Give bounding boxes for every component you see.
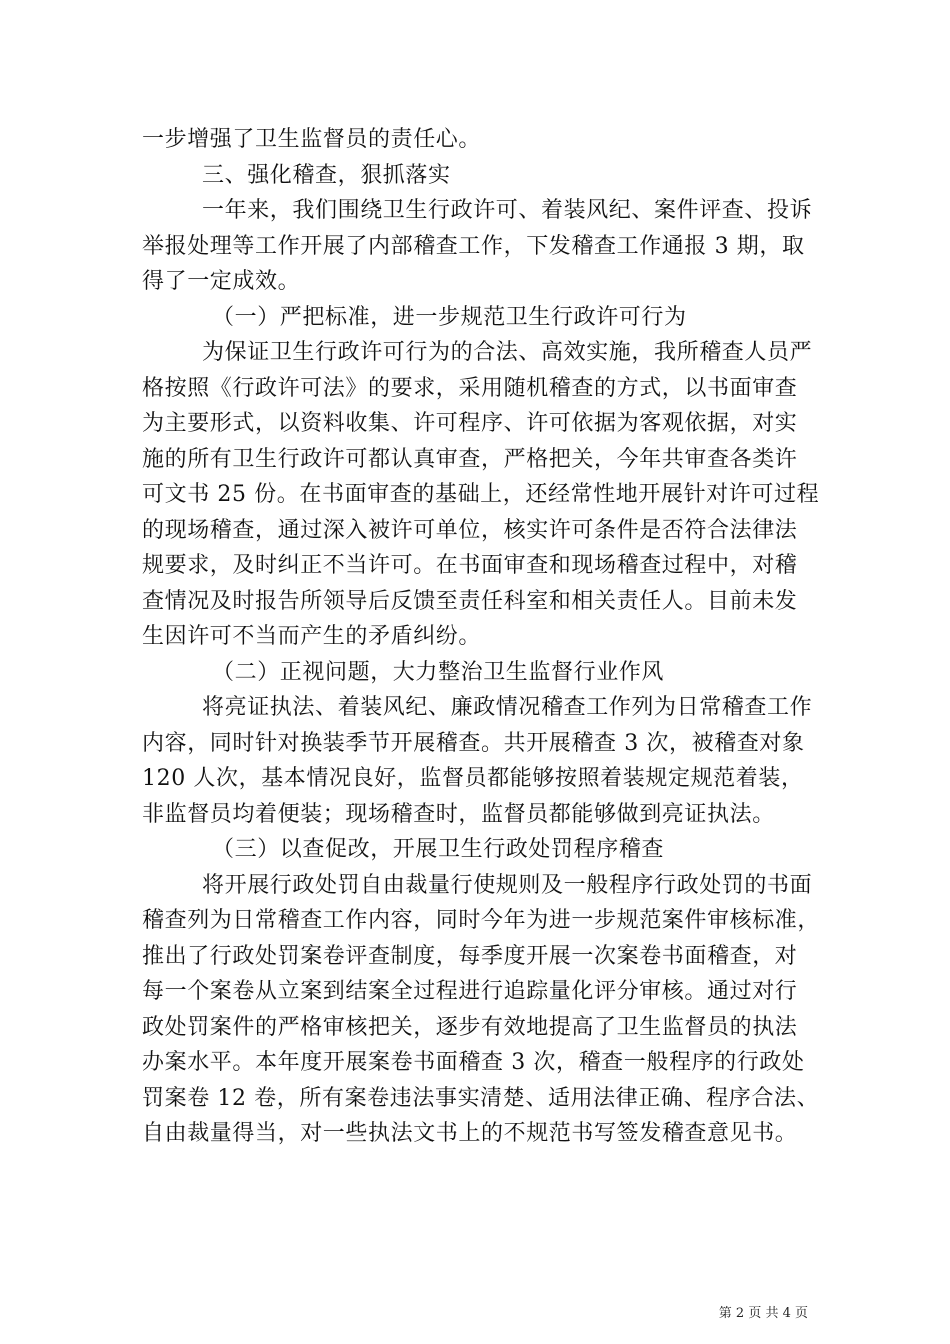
paragraph-line: 罚案卷 12 卷，所有案卷违法事实清楚、适用法律正确、程序合法、 [142,1085,820,1111]
paragraph-line: 举报处理等工作开展了内部稽查工作，下发稽查工作通报 3 期，取 [142,233,805,259]
paragraph-line: 办案水平。本年度开展案卷书面稽查 3 次，稽查一般程序的行政处 [142,1050,805,1075]
page-number: 第 2 页 共 4 页 [718,1306,808,1321]
paragraph-line: 非监督员均着便装；现场稽查时，监督员都能够做到亮证执法。 [142,801,775,827]
subsection-heading: （一）严把标准，进一步规范卫生行政许可行为 [212,304,687,330]
paragraph-line: 将开展行政处罚自由裁量行使规则及一般程序行政处罚的书面 [202,872,813,898]
paragraph-line: 一年来，我们围绕卫生行政许可、着装风纪、案件评查、投诉 [202,198,813,223]
paragraph-line: 格按照《行政许可法》的要求，采用随机稽查的方式，以书面审查 [142,375,798,401]
paragraph-line: 稽查列为日常稽查工作内容，同时今年为进一步规范案件审核标准， [142,908,821,933]
paragraph-line: 内容，同时针对换装季节开展稽查。共开展稽查 3 次，被稽查对象 [142,730,805,756]
section-heading: 三、强化稽查，狠抓落实 [202,162,451,188]
paragraph-line: 查情况及时报告所领导后反馈至责任科室和相关责任人。目前未发 [142,588,798,614]
paragraph-line: 120 人次，基本情况良好，监督员都能够按照着装规定规范着装， [142,766,804,791]
subsection-heading: （二）正视问题，大力整治卫生监督行业作风 [212,659,665,685]
paragraph-line: 可文书 25 份。在书面审查的基础上，还经常性地开展针对许可过程 [142,482,820,507]
paragraph-line: 为主要形式，以资料收集、许可程序、许可依据为客观依据，对实 [142,411,798,436]
paragraph-line: 推出了行政处罚案卷评查制度，每季度开展一次案卷书面稽查，对 [142,943,798,969]
paragraph-line: 得了一定成效。 [142,269,301,294]
paragraph-line: 自由裁量得当，对一些执法文书上的不规范书写签发稽查意见书。 [142,1121,798,1146]
paragraph-line: 一步增强了卫生监督员的责任心。 [142,127,482,152]
paragraph-line: 的现场稽查，通过深入被许可单位，核实许可条件是否符合法律法 [142,517,798,543]
paragraph-line: 将亮证执法、着装风纪、廉政情况稽查工作列为日常稽查工作 [202,695,813,720]
subsection-heading: （三）以查促改，开展卫生行政处罚程序稽查 [212,837,665,862]
paragraph-line: 政处罚案件的严格审核把关，逐步有效地提高了卫生监督员的执法 [142,1014,798,1040]
paragraph-line: 为保证卫生行政许可行为的合法、高效实施，我所稽查人员严 [202,340,813,365]
paragraph-line: 生因许可不当而产生的矛盾纠纷。 [142,624,482,649]
paragraph-line: 规要求，及时纠正不当许可。在书面审查和现场稽查过程中，对稽 [142,553,798,578]
paragraph-line: 施的所有卫生行政许可都认真审查，严格把关，今年共审查各类许 [142,446,798,472]
document-body [142,122,821,1152]
paragraph-line: 每一个案卷从立案到结案全过程进行追踪量化评分审核。通过对行 [142,979,798,1004]
